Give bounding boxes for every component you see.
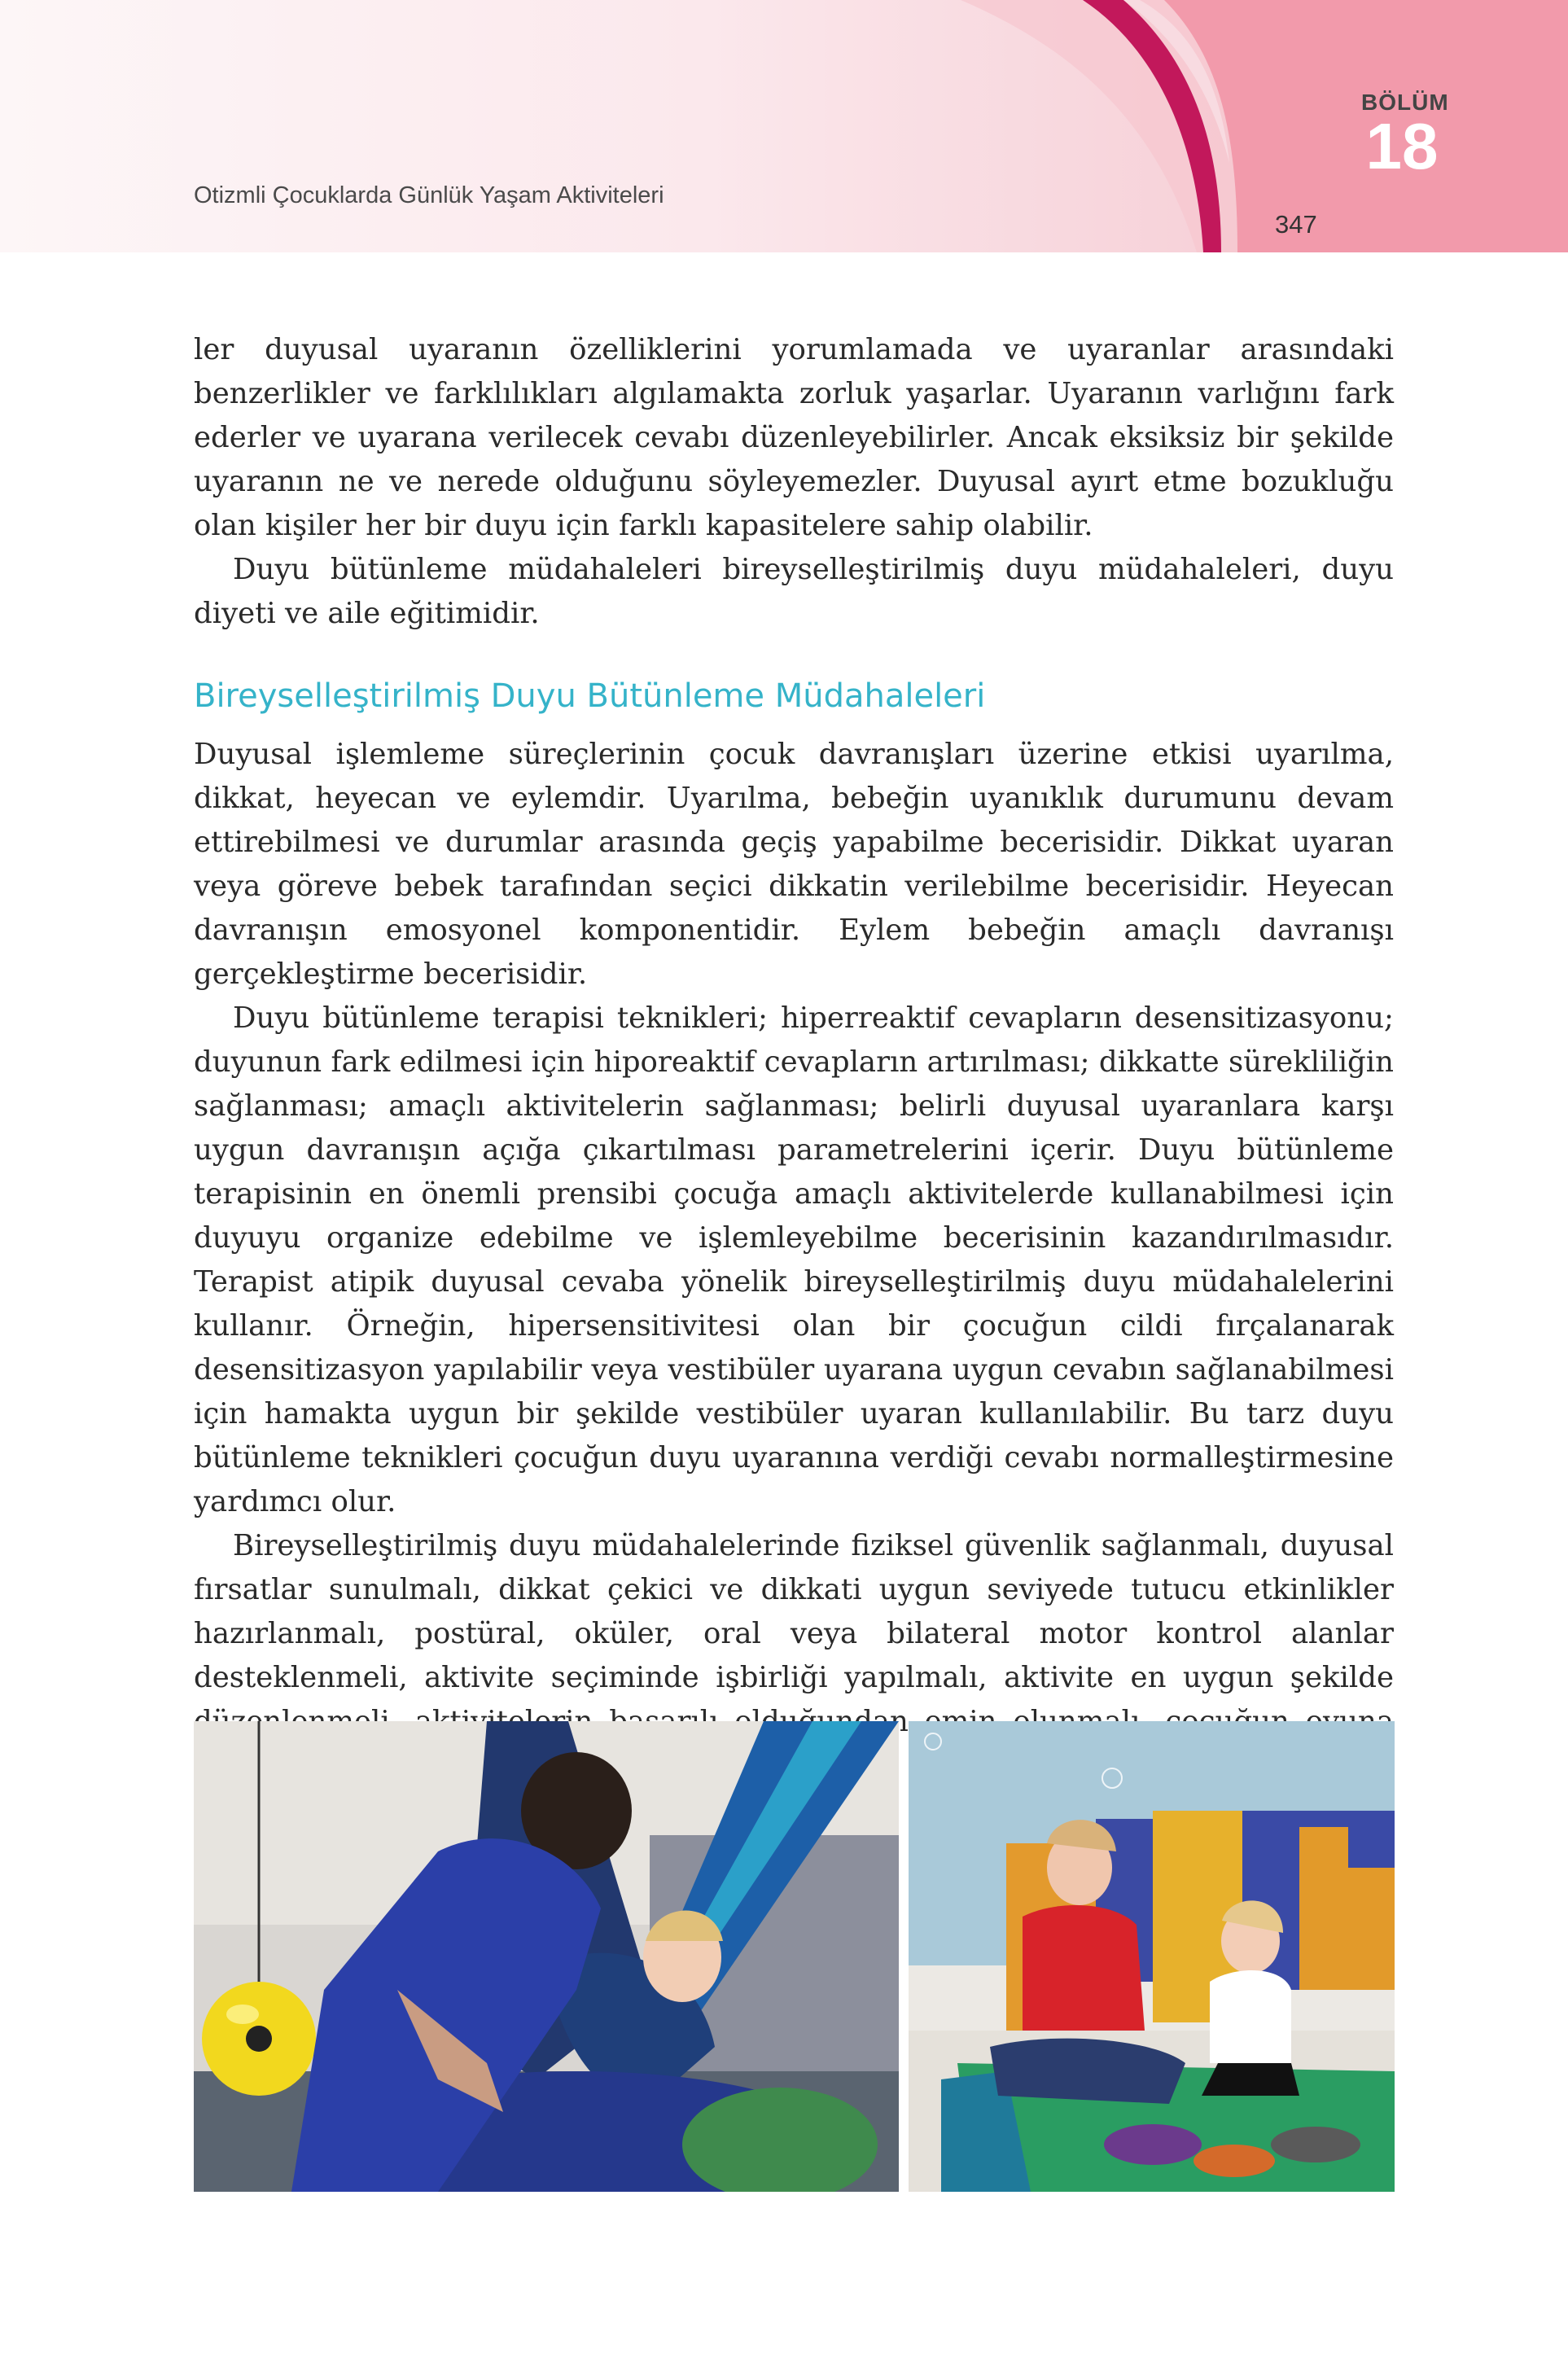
photo-bubble-play	[909, 1721, 1395, 2192]
photo-hammock-therapy	[194, 1721, 899, 2192]
section-paragraph-1: Duyusal işlemleme süreçlerinin çocuk davranışları üzerine etkisi uyarılma, dikkat, heyecan ve eylemdir. Uyarılma, bebeğin uyanıklık durumunu devam ettirebilmesi ve durumlar arasında geçiş yapabilme becerisidir. Dikkat uyaran veya göreve bebek tarafından seçici dikkatin verilebilme becerisidir. Heyecan davranışın emosyonel komponentidir. Eylem bebeğin amaçlı davranışı gerçekleştirme becerisidir.	[194, 738, 1394, 991]
section-heading: Bireyselleştirilmiş Duyu Bütünleme Müdahaleleri	[194, 677, 986, 715]
section-paragraph-3: Bireyselleştirilmiş duyu müdahalelerinde fiziksel güvenlik sağlanmalı, duyusal fırsatlar sunulmalı, dikkat çekici ve dikkati uygun seviyede tutucu etkinlikler hazırlanmalı, postüral, oküler, oral veya bilateral motor kontrol alanlar desteklenmeli, aktivite seçiminde işbirliği yapılmalı, aktivite en uygun şekilde	[194, 1529, 1394, 1694]
intro-paragraph-2: Duyu bütünleme müdahaleleri bireyselleştirilmiş duyu müdahaleleri, duyu diyeti ve aile eğitimidir.	[194, 553, 1394, 630]
chapter-number: 18	[1365, 110, 1439, 182]
book-title: Otizmli Çocuklarda Günlük Yaşam Aktiviteleri	[194, 182, 664, 208]
page-number: 347	[1275, 210, 1317, 239]
page-header	[0, 0, 1568, 252]
intro-paragraph-1: ler duyusal uyaranın özelliklerini yorumlamada ve uyaranlar arasındaki benzerlikler ve farklılıkları algılamakta zorluk yaşarlar. Uyaranın varlığını fark ederler ve uyarana verilecek cevabı düzenleyebilirler. Ancak eksiksiz bir şekilde uyaranın ne ve nerede olduğunu söyleyemezler. Duyusal ayırt etme bozukluğu olan kişiler her bir duyu için farklı kapasitelere sahip olabilir.	[194, 333, 1394, 542]
section-text	[194, 733, 1394, 1832]
intro-text	[194, 328, 1394, 636]
section-paragraph-2: Duyu bütünleme terapisi teknikleri; hiperreaktif cevapların desensitizasyonu; duyunun fark edilmesi için hiporeaktif cevapların artırılması; dikkatte sürekliliğin sağlanması; amaçlı aktivitelerin sağlanması; belirli duyusal uyaranlara karşı uygun davranışın açığa çıkartılması parametrelerini içerir. Duyu bütünleme terapisinin en önemli prensibi çocuğa amaçlı aktivitelerde kullanabilmesi için duyuyu organize edebilme ve işlemleyebilme becerisinin kazandırılmasıdır. Terapist atipik duyusal cevaba yönelik bireyselleştirilmiş duyu müdahalelerini kullanır. Örneğin, hipersensitivitesi olan bir çocuğun cildi fırçalanarak desensitizasyon yapılabilir veya vestibüler uyarana uygun cevabın sağlanabilmesi için hamakta uygun bir şekilde vestibüler uyaran kullanılabilir. Bu tarz duyu bütünleme teknikleri çocuğun duyu uyaranına verdiği cevabı normalleştirmesine yardımcı olur.	[194, 1001, 1394, 1518]
chapter-label: BÖLÜM	[1361, 90, 1449, 115]
header-decoration	[0, 0, 1568, 252]
